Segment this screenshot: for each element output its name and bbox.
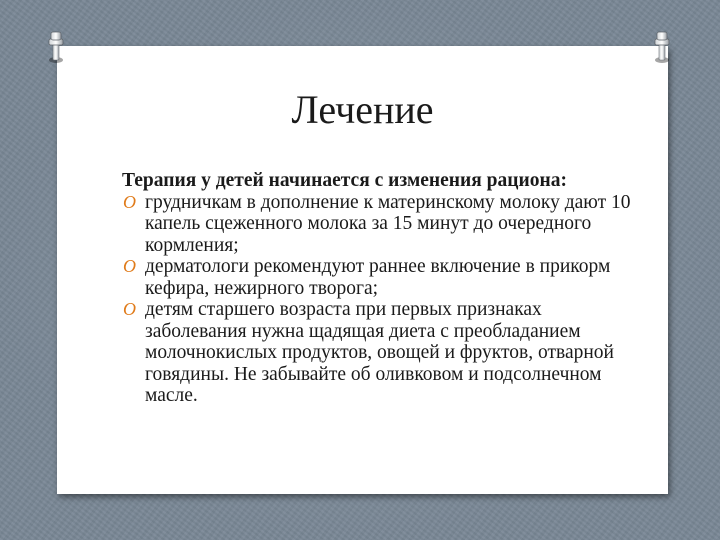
intro-text: Терапия у детей начинается с изменения рациона:	[122, 170, 567, 191]
bullet-marker: O	[123, 256, 136, 276]
push-pin-icon	[652, 30, 672, 64]
bullet-list	[122, 192, 642, 407]
slide-title: Лечение	[291, 87, 434, 132]
slide-body	[122, 170, 642, 407]
list-item	[122, 256, 642, 299]
bullet-marker: O	[123, 299, 136, 319]
push-pin-icon	[46, 30, 66, 64]
bullet-text: дерматологи рекомендуют раннее включение в прикорм кефира, нежирного творога;	[145, 256, 611, 299]
bullet-text: грудничкам в дополнение к материнскому молоку дают 10 капель сцеженного молока за 15 минут до очередного кормления;	[145, 191, 631, 256]
list-item	[122, 299, 642, 407]
bullet-marker: O	[123, 191, 136, 212]
slide-card	[57, 46, 668, 494]
bullet-text: детям старшего возраста при первых признаках заболевания нужна щадящая диета с преобладанием молочнокислых продуктов, овощей и фруктов, отварной говядины. Не забывайте об оливковом и подсолнечном масле.	[145, 299, 614, 406]
list-item	[122, 192, 642, 257]
